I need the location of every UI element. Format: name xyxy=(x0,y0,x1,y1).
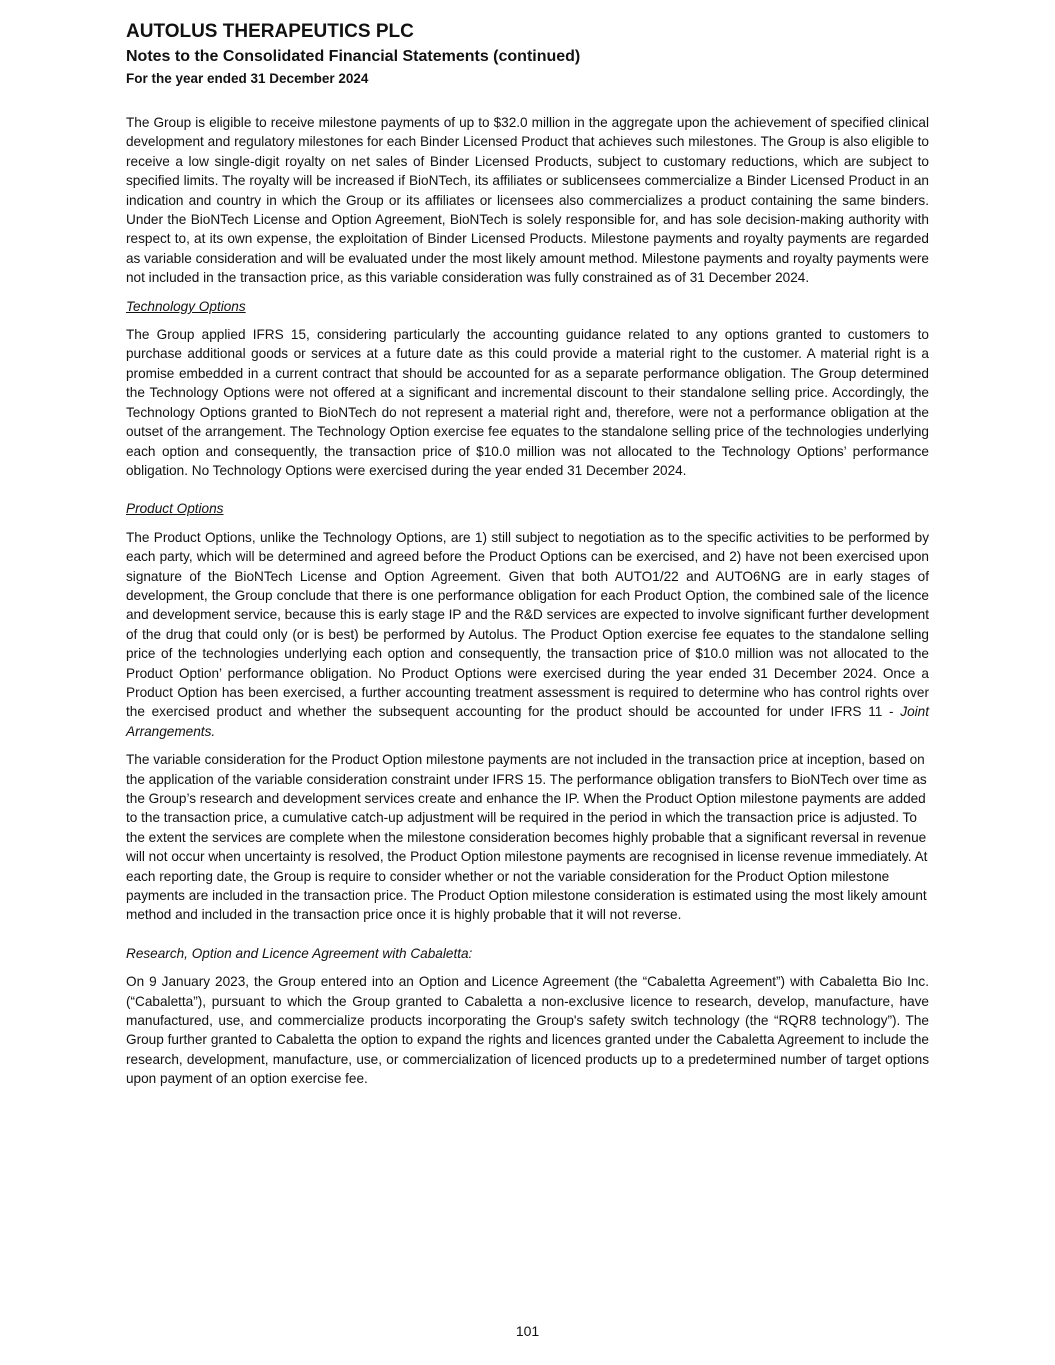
joint-arrangements-reference: Joint Arrangements. xyxy=(126,704,929,739)
product-options-text: The Product Options, unlike the Technology Options, are 1) still subject to negotiation as to the specific activities to be performed by each party, which will be determined and agreed before the Product Options can be exercised, and 2) have not been exercised upon signature of the BioNTech License and Option Agreement. Given that both AUTO1/22 and AUTO6NG are in early stages of development, the Group conclude that there is one performance obligation for each Product Option, the combined sale of the licence and development service, because this is early stage IP and the R&D services are expected to involve significant further development of the drug that could only (or is best) be performed by Autolus. The Product Option exercise fee equates to the standalone selling price of the technologies underlying each option and consequently, the transaction price of $10.0 million was not allocated to the Product Option’ performance obligation. No Product Options were exercised during the year ended 31 December 2024. Once a Product Option has been exercised, a further accounting treatment assessment is required to determine who has control rights over the exercised product and whether the subsequent accounting for the product should be accounted for under IFRS 11 - xyxy=(126,529,929,720)
notes-body xyxy=(126,113,929,1089)
cabaletta-paragraph: On 9 January 2023, the Group entered into an Option and Licence Agreement (the “Cabaletta Agreement”) with Cabaletta Bio Inc. (“Cabaletta”), pursuant to which the Group granted to Cabaletta a non-exclusive licence to research, develop, manufacture, have manufactured, use, and commercialize products incorporating the Group's safety switch technology (the “RQR8 technology”). The Group further granted to Cabaletta the option to expand the rights and licences granted under the Cabaletta Agreement to include the research, development, manufacture, use, or commercialization of licenced products up to a predetermined number of target options upon payment of an option exercise fee. xyxy=(126,974,929,1087)
section-spacer xyxy=(126,934,929,944)
technology-options-paragraph: The Group applied IFRS 15, considering particularly the accounting guidance related to any options granted to customers to purchase additional goods or services at a future date as this could provide a material right to the customer. A material right is a promise embedded in a current contract that should be accounted for as a separate performance obligation. The Group determined the Technology Options were not offered at a significant and incremental discount to their standalone selling price. Accordingly, the Technology Options granted to BioNTech do not represent a material right and, therefore, were not a performance obligation at the outset of the arrangement. The Technology Option exercise fee equates to the standalone selling price of the technologies underlying each option and consequently, the transaction price of $10.0 million was not allocated to the Technology Options’ performance obligation. No Technology Options were exercised during the year ended 31 December 2024. xyxy=(126,327,929,478)
document-page xyxy=(126,20,929,1098)
product-options-heading: Product Options xyxy=(126,501,224,517)
variable-consideration-paragraph: The variable consideration for the Product Option milestone payments are not included in the transaction price at inception, based on the application of the variable consideration constraint under IFRS 15. The performance obligation transfers to BioNTech over time as the Group’s research and development services create and enhance the IP. When the Product Option milestone payments are added to the transaction price, a cumulative catch-up adjustment will be required in the period in which the transaction price is adjusted. To the extent the services are complete when the milestone consideration becomes highly probable that a significant reversal in revenue will not occur when uncertainty is resolved, the Product Option milestone payments are recognised in license revenue immediately. At each reporting date, the Group is require to consider whether or not the variable consideration for the Product Option milestone payments are included in the transaction price. The Product Option milestone consideration is estimated using the most likely amount method and included in the transaction price once it is highly probable that it will not reverse. xyxy=(126,752,928,923)
technology-options-heading: Technology Options xyxy=(126,298,246,314)
product-options-paragraph xyxy=(126,528,929,741)
company-name: AUTOLUS THERAPEUTICS PLC xyxy=(126,21,414,42)
document-subtitle: Notes to the Consolidated Financial Statements (continued) xyxy=(126,48,581,65)
page-number: 101 xyxy=(515,1323,540,1339)
cabaletta-heading: Research, Option and Licence Agreement with Cabaletta: xyxy=(126,945,473,961)
intro-paragraph: The Group is eligible to receive milestone payments of up to $32.0 million in the aggregate upon the achievement of specified clinical development and regulatory milestones for each Binder Licensed Product that achieves such milestones. The Group is also eligible to receive a low single-digit royalty on net sales of Binder Licensed Products, subject to customary reductions, which are subject to specified limits. The royalty will be increased if BioNTech, its affiliates or sublicensees commercialize a Binder Licensed Product in an indication and country in which the Group or its affiliates or licensees also commercializes a product containing the same binders. Under the BioNTech License and Option Agreement, BioNTech is solely responsible for, and has sole decision-making authority with respect to, at its own expense, the exploitation of Binder Licensed Products. Milestone payments and royalty payments are regarded as variable consideration and will be evaluated under the most likely amount method. Milestone payments and royalty payments were not included in the transaction price, as this variable consideration was fully constrained as of 31 December 2024. xyxy=(126,115,929,286)
reporting-period: For the year ended 31 December 2024 xyxy=(126,71,369,86)
section-spacer xyxy=(126,489,929,499)
